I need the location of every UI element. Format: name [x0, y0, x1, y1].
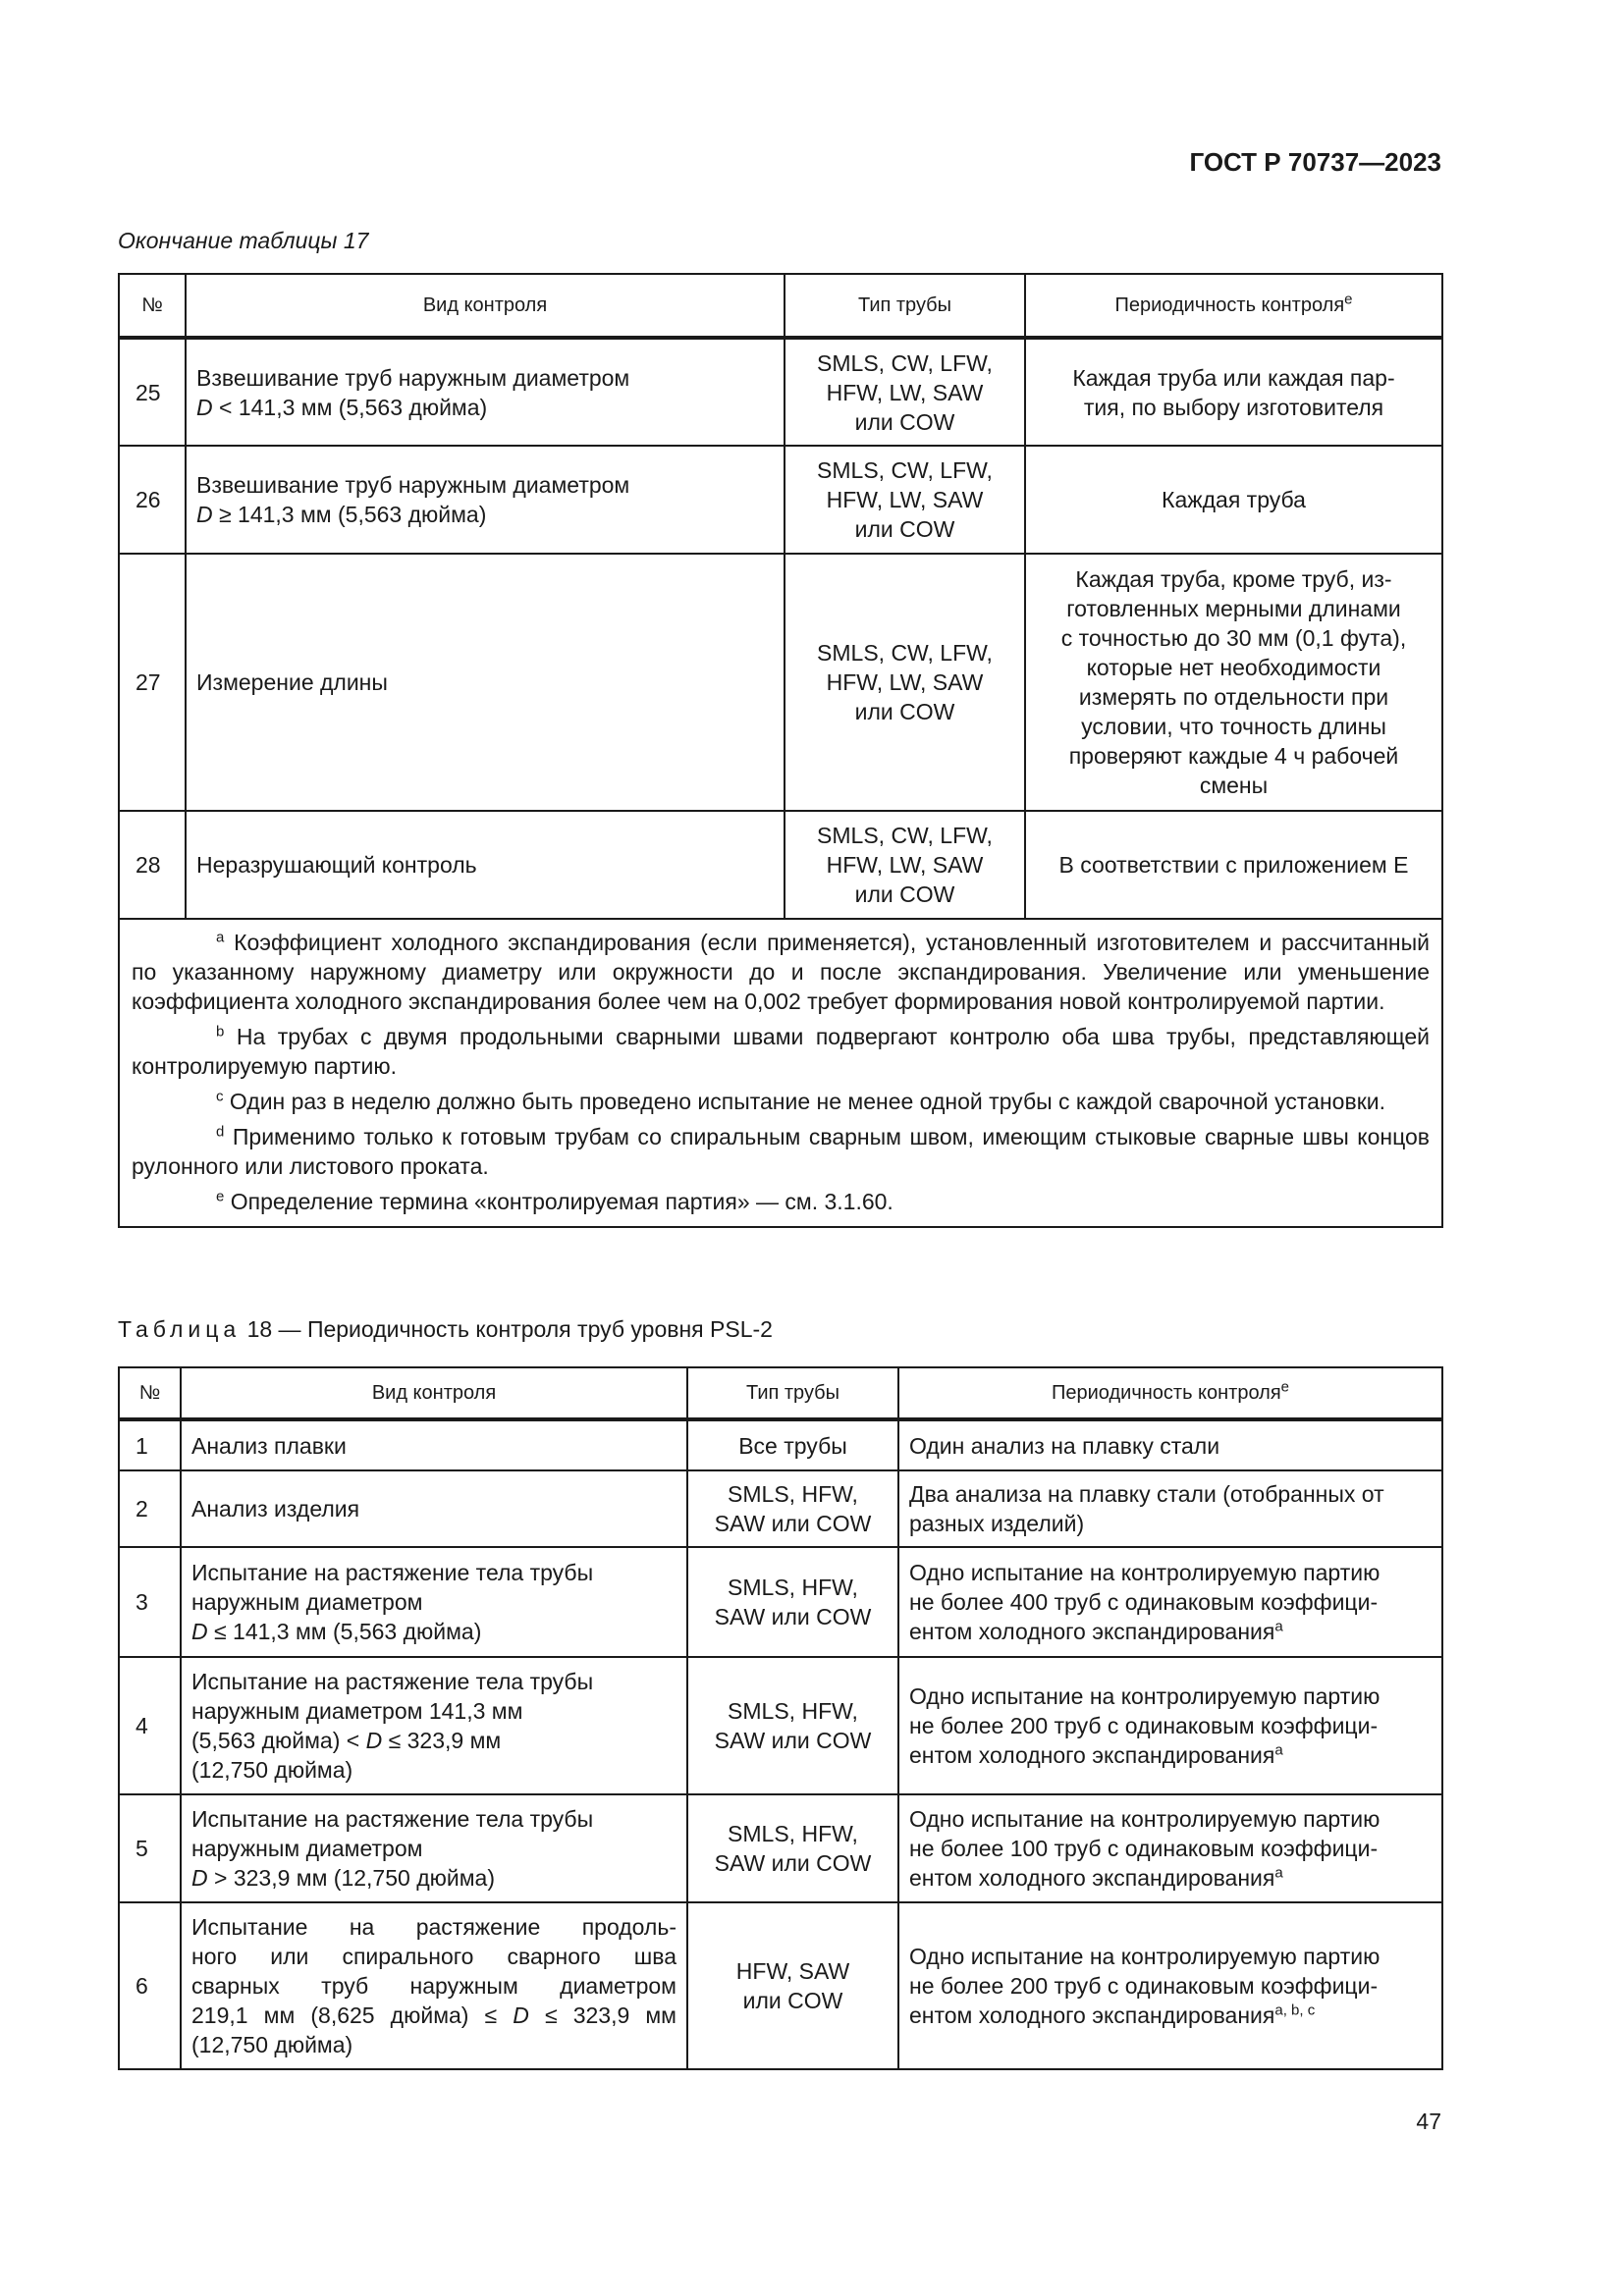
footnotes [119, 919, 1442, 1227]
row-number: 28 [119, 811, 186, 919]
row-number: 25 [119, 338, 186, 446]
row-pipe: SMLS, CW, LFW, HFW, LW, SAW или COW [785, 554, 1025, 811]
row-number: 1 [119, 1419, 181, 1470]
footnote: $^d$ Применимо только к готовым трубам со спиральным сварным швом, имеющим стыковые сварные швы концов рулонного или листового проката. [132, 1123, 1430, 1179]
row-period: Один анализ на плавку стали [898, 1419, 1442, 1470]
row-pipe: SMLS, HFW, SAW или COW [687, 1470, 898, 1547]
row-kind-line: ного или спирального сварного шва [191, 1944, 677, 1969]
table-continuation-caption: Окончание таблицы 17 [118, 228, 369, 253]
row-number: 2 [119, 1470, 181, 1547]
row-pipe: Все трубы [687, 1419, 898, 1470]
row-number: 3 [119, 1547, 181, 1657]
table-header-row [119, 274, 1442, 338]
col-header-pipe: Тип трубы [785, 274, 1025, 338]
row-kind-line: 219,1 мм (8,625 дюйма) ≤ D ≤ 323,9 мм [191, 2002, 677, 2028]
table-row [119, 1547, 1442, 1657]
table-row [119, 811, 1442, 919]
row-period: Одно испытание на контролируемую партию не более 200 труб с одинаковым коэффици- ентом холодного экспандирования$^a$ [898, 1657, 1442, 1794]
table-row [119, 446, 1442, 554]
table-row [119, 1657, 1442, 1794]
row-number: 26 [119, 446, 186, 554]
footnote: $^b$ На трубах с двумя продольными сварными швами подвергают контролю оба шва трубы, представляющей контролируемую партию. [132, 1023, 1430, 1079]
row-kind: Измерение длины [186, 554, 785, 811]
page-number: 47 [1416, 2109, 1441, 2134]
row-period: Одно испытание на контролируемую партию не более 400 труб с одинаковым коэффици- ентом холодного экспандирования$^a$ [898, 1547, 1442, 1657]
col-header-period: Периодичность контроля$^е$ [898, 1367, 1442, 1419]
row-number: 4 [119, 1657, 181, 1794]
table-row [119, 1794, 1442, 1902]
row-number: 6 [119, 1902, 181, 2069]
row-kind: Взвешивание труб наружным диаметром D ≥ 141,3 мм (5,563 дюйма) [186, 446, 785, 554]
footnote: $^c$ Один раз в неделю должно быть проведено испытание не менее одной трубы с каждой сварочной установки. [216, 1088, 1385, 1114]
document-id: ГОСТ Р 70737—2023 [1189, 147, 1441, 177]
table-17 [118, 273, 1443, 1228]
col-header-num: № [119, 274, 186, 338]
row-period: Два анализа на плавку стали (отобранных от разных изделий) [898, 1470, 1442, 1547]
row-period: Одно испытание на контролируемую партию не более 100 труб с одинаковым коэффици- ентом холодного экспандирования$^a$ [898, 1794, 1442, 1902]
row-period: Каждая труба, кроме труб, из- готовленных мерными длинами с точностью до 30 мм (0,1 фута), которые нет необходимости измерять по отдельности при условии, что точность длины проверяют каждые 4 ч рабочей смены [1025, 554, 1442, 811]
row-pipe: SMLS, CW, LFW, HFW, LW, SAW или COW [785, 446, 1025, 554]
table-row [119, 1902, 1442, 2069]
row-pipe: SMLS, CW, LFW, HFW, LW, SAW или COW [785, 338, 1025, 446]
row-kind: Испытание на растяжение тела трубы наружным диаметром D > 323,9 мм (12,750 дюйма) [181, 1794, 687, 1902]
row-period: Одно испытание на контролируемую партию не более 200 труб с одинаковым коэффици- ентом холодного экспандирования$^{a, b, c}$ [898, 1902, 1442, 2069]
col-header-kind: Вид контроля [186, 274, 785, 338]
table-row [119, 1419, 1442, 1470]
table-18-caption: Таблица 18 — Периодичность контроля труб уровня PSL-2 [118, 1316, 773, 1342]
row-kind-line: сварных труб наружным диаметром [191, 1973, 677, 1999]
footnotes-row [119, 919, 1442, 1227]
row-kind: Неразрушающий контроль [186, 811, 785, 919]
row-kind: Испытание на растяжение тела трубы наружным диаметром 141,3 мм (5,563 дюйма) < D ≤ 323,9 мм (12,750 дюйма) [181, 1657, 687, 1794]
row-kind: Анализ плавки [181, 1419, 687, 1470]
footnote: $^a$ Коэффициент холодного экспандирования (если применяется), установленный изготовителем и рассчитанный по указанному наружному диаметру или окружности до и после экспандирования. Увеличение или уменьшение коэффициента холодного экспандирования более чем на 0,002 требует формирования новой контролируемой партии. [132, 929, 1430, 1014]
table-18 [118, 1366, 1443, 2070]
row-pipe: HFW, SAW или COW [687, 1902, 898, 2069]
row-pipe: SMLS, CW, LFW, HFW, LW, SAW или COW [785, 811, 1025, 919]
row-pipe: SMLS, HFW, SAW или COW [687, 1794, 898, 1902]
row-period: В соответствии с приложением Е [1025, 811, 1442, 919]
table-row [119, 554, 1442, 811]
row-pipe: SMLS, HFW, SAW или COW [687, 1657, 898, 1794]
row-number: 5 [119, 1794, 181, 1902]
table-row [119, 338, 1442, 446]
row-kind: Анализ изделия [181, 1470, 687, 1547]
table-row [119, 1470, 1442, 1547]
row-period: Каждая труба или каждая пар- тия, по выбору изготовителя [1025, 338, 1442, 446]
row-period: Каждая труба [1025, 446, 1442, 554]
row-kind: Испытание на растяжение тела трубы наружным диаметром D ≤ 141,3 мм (5,563 дюйма) [181, 1547, 687, 1657]
col-header-period: Периодичность контроля$^е$ [1025, 274, 1442, 338]
table-header-row [119, 1367, 1442, 1419]
row-kind-line: Испытание на растяжение продоль- [191, 1914, 677, 1940]
row-pipe: SMLS, HFW, SAW или COW [687, 1547, 898, 1657]
footnote: $^e$ Определение термина «контролируемая партия» — см. 3.1.60. [216, 1188, 893, 1214]
row-kind: Взвешивание труб наружным диаметром D < 141,3 мм (5,563 дюйма) [186, 338, 785, 446]
col-header-pipe: Тип трубы [687, 1367, 898, 1419]
col-header-kind: Вид контроля [181, 1367, 687, 1419]
row-kind-line: (12,750 дюйма) [191, 2032, 353, 2057]
row-kind [181, 1902, 687, 2069]
row-number: 27 [119, 554, 186, 811]
col-header-num: № [119, 1367, 181, 1419]
